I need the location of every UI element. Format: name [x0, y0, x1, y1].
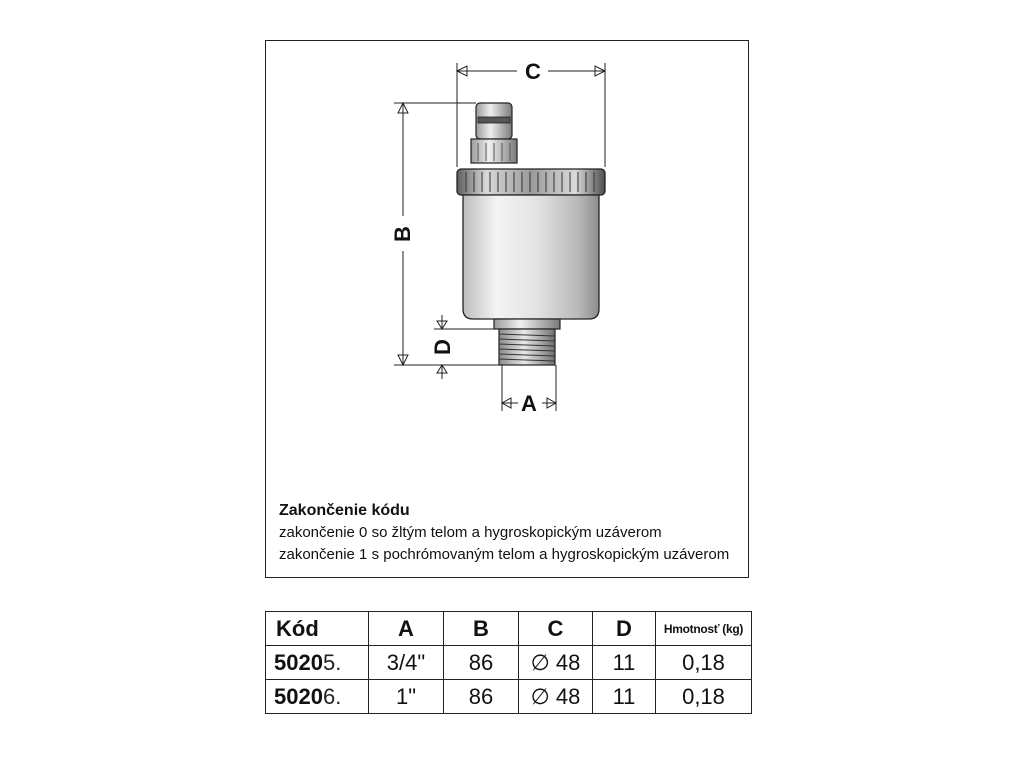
- cell-c: ∅ 48: [519, 646, 593, 680]
- header-d: D: [593, 612, 656, 646]
- header-weight: Hmotnosť (kg): [656, 612, 752, 646]
- cell-c: ∅ 48: [519, 680, 593, 714]
- dimension-d-label: D: [430, 339, 455, 355]
- notes-line-1: zakončenie 1 s pochrómovaným telom a hygroskopickým uzáverom: [279, 546, 730, 563]
- code-suffix-notes: [279, 500, 749, 566]
- table-header-row: [266, 612, 752, 646]
- cell-a: 3/4": [369, 646, 444, 680]
- cell-b: 86: [444, 680, 519, 714]
- header-b: B: [444, 612, 519, 646]
- dimension-a-label: A: [521, 391, 537, 416]
- diagram-frame: [265, 40, 749, 578]
- cell-weight: 0,18: [656, 680, 752, 714]
- code-suffix: 6.: [322, 683, 342, 709]
- table-row: [266, 680, 752, 714]
- notes-line-0: zakončenie 0 so žltým telom a hygroskopickým uzáverom: [279, 524, 662, 541]
- cell-a: 1": [369, 680, 444, 714]
- cell-d: 11: [593, 646, 656, 680]
- cell-b: 86: [444, 646, 519, 680]
- cell-weight: 0,18: [656, 646, 752, 680]
- code-base: 5020: [274, 649, 323, 675]
- spec-table: [265, 611, 752, 714]
- notes-title: Zakončenie kódu: [279, 502, 410, 519]
- header-c: C: [519, 612, 593, 646]
- header-a: A: [369, 612, 444, 646]
- table-row: [266, 646, 752, 680]
- header-code: Kód: [266, 612, 369, 646]
- dimension-c-label: C: [525, 59, 541, 84]
- dimension-b-label: B: [390, 226, 415, 242]
- valve-body: [457, 103, 605, 365]
- code-suffix: 5.: [322, 649, 342, 675]
- cell-d: 11: [593, 680, 656, 714]
- cell-code: [266, 680, 369, 714]
- code-base: 5020: [274, 683, 323, 709]
- cell-code: [266, 646, 369, 680]
- valve-drawing: [266, 41, 750, 579]
